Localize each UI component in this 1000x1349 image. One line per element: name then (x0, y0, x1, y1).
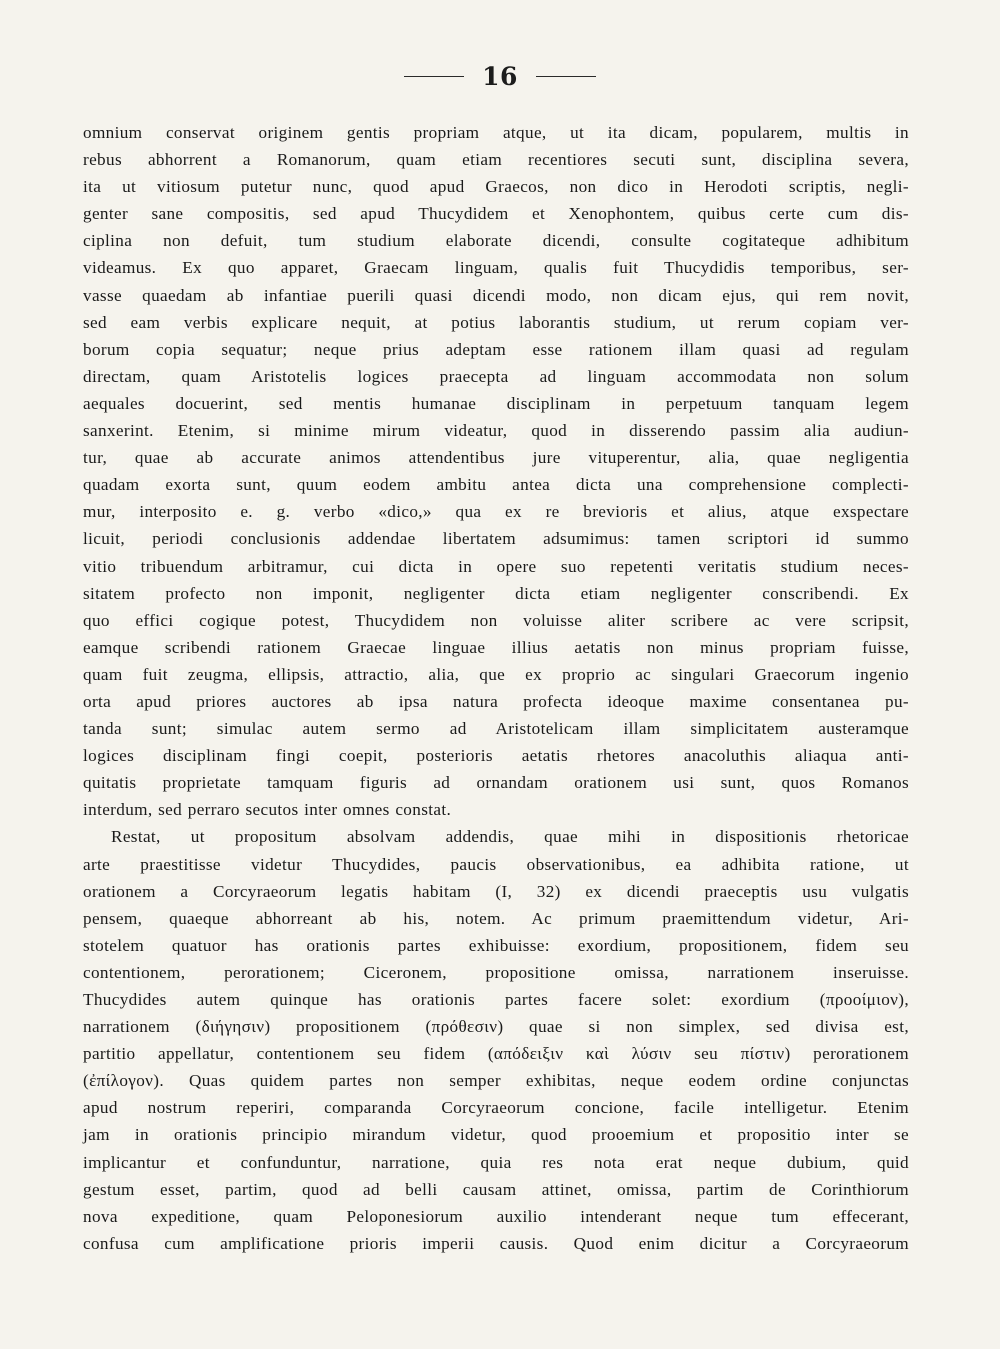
text-line: licuit, periodi conclusionis addendae libertatem adsumimus: tamen scriptori id summo (83, 529, 909, 549)
text-line: Thucydides autem quinque has orationis partes facere solet: exordium (προοίμιον), (83, 990, 909, 1009)
text-line: orta apud priores auctores ab ipsa natura profecta ideoque maxime consentanea pu- (83, 691, 909, 711)
text-line: narrationem (διήγησιν) propositionem (πρόθεσιν) quae si non simplex, sed divisa est, (83, 1017, 909, 1037)
text-line: directam, quam Aristotelis logices praecepta ad linguam accommodata non solum (83, 366, 909, 386)
text-line: jam in orationis principio mirandum videtur, quod prooemium et propositio inter se (83, 1125, 909, 1145)
page-header (0, 62, 1000, 91)
text-line: sitatem profecto non imponit, negligenter dicta etiam negligenter conscribendi. Ex (83, 583, 909, 603)
text-line: sanxerint. Etenim, si minime mirum videatur, quod in disserendo passim alia audiun- (83, 421, 909, 441)
header-rule-left (404, 76, 464, 77)
page-number: 16 (482, 62, 518, 91)
text-line-paragraph-end: interdum, sed perraro secutos inter omnes constat. (83, 800, 452, 820)
text-line: aequales docuerint, sed mentis humanae disciplinam in perpetuum tanquam legem (83, 393, 909, 413)
text-line: quadam exorta sunt, quum eodem ambitu antea dicta una comprehensione complecti- (83, 475, 909, 495)
text-line: quo effici cogique potest, Thucydidem non voluisse aliter scribere ac vere scripsit, (83, 610, 909, 630)
text-line: rebus abhorrent a Romanorum, quam etiam recentiores secuti sunt, disciplina severa, (83, 150, 909, 170)
text-line: vitio tribuendum arbitramur, cui dicta in opere suo repetenti veritatis studium neces- (83, 556, 909, 576)
text-line: partitio appellatur, contentionem seu fidem (απόδειξιν καὶ λύσιν seu πίστιν) perorationem (83, 1044, 909, 1064)
text-line: pensem, quaeque abhorreant ab his, notem. Ac primum praemittendum videtur, Ari- (83, 908, 909, 928)
text-line: ciplina non defuit, tum studium elaborate dicendi, consulte cogitateque adhibitum (83, 231, 909, 251)
text-line: gestum esset, partim, quod ad belli causam attinet, omissa, partim de Corinthiorum (83, 1179, 909, 1199)
body-text (83, 119, 909, 1257)
text-line: contentionem, perorationem; Ciceronem, propositione omissa, narrationem inseruisse. (83, 962, 909, 982)
text-line: quam fuit zeugma, ellipsis, attractio, alia, que ex proprio ac singulari Graecorum ingenio (83, 664, 909, 684)
text-line: tanda sunt; simulac autem sermo ad Aristotelicam illam simplicitatem austeramque (83, 719, 909, 739)
text-line: (ἐπίλογον). Quas quidem partes non semper exhibitas, neque eodem ordine conjunctas (83, 1071, 909, 1091)
text-line: logices disciplinam fingi coepit, posterioris aetatis rhetores anacoluthis aliaqua anti- (83, 746, 909, 766)
text-line: confusa cum amplificatione prioris imperii causis. Quod enim dicitur a Corcyraeorum (83, 1233, 909, 1253)
text-line: omnium conservat originem gentis propriam atque, ut ita dicam, popularem, multis in (83, 123, 909, 142)
text-line: eamque scribendi rationem Graecae linguae illius aetatis non minus propriam fuisse, (83, 637, 909, 657)
text-line: vasse quaedam ab infantiae puerili quasi dicendi modo, non dicam ejus, qui rem novit, (83, 285, 909, 305)
text-line: arte praestitisse videtur Thucydides, paucis observationibus, ea adhibita ratione, ut (83, 854, 909, 874)
text-line-paragraph-start: Restat, ut propositum absolvam addendis, quae mihi in dispositionis rhetoricae (111, 827, 909, 847)
text-line: orationem a Corcyraeorum legatis habitam (I, 32) ex dicendi praeceptis usu vulgatis (83, 881, 909, 901)
text-line: borum copia sequatur; neque prius adeptam esse rationem illam quasi ad regulam (83, 339, 909, 359)
text-line: sed eam verbis explicare nequit, at potius laborantis studium, ut rerum copiam ver- (83, 312, 909, 332)
text-line: videamus. Ex quo apparet, Graecam linguam, qualis fuit Thucydidis temporibus, ser- (83, 258, 909, 278)
text-line: stotelem quatuor has orationis partes exhibuisse: exordium, propositionem, fidem seu (83, 935, 909, 955)
text-line: quitatis proprietate tamquam figuris ad ornandam orationem usi sunt, quos Romanos (83, 773, 909, 793)
header-rule-right (536, 76, 596, 77)
text-line: tur, quae ab accurate animos attendentibus jure vituperentur, alia, quae negligentia (83, 448, 909, 468)
text-line: apud nostrum reperiri, comparanda Corcyraeorum concione, facile intelligetur. Etenim (83, 1098, 909, 1118)
text-line: nova expeditione, quam Peloponesiorum auxilio intenderant neque tum effecerant, (83, 1206, 909, 1226)
text-line: genter sane compositis, sed apud Thucydidem et Xenophontem, quibus certe cum dis- (83, 204, 909, 224)
text-line: implicantur et confunduntur, narratione, quia res nota erat neque dubium, quid (83, 1152, 909, 1172)
text-line: ita ut vitiosum putetur nunc, quod apud Graecos, non dico in Herodoti scriptis, negli- (83, 177, 909, 197)
text-line: mur, interposito e. g. verbo «dico,» qua ex re brevioris et alius, atque exspectare (83, 502, 909, 522)
